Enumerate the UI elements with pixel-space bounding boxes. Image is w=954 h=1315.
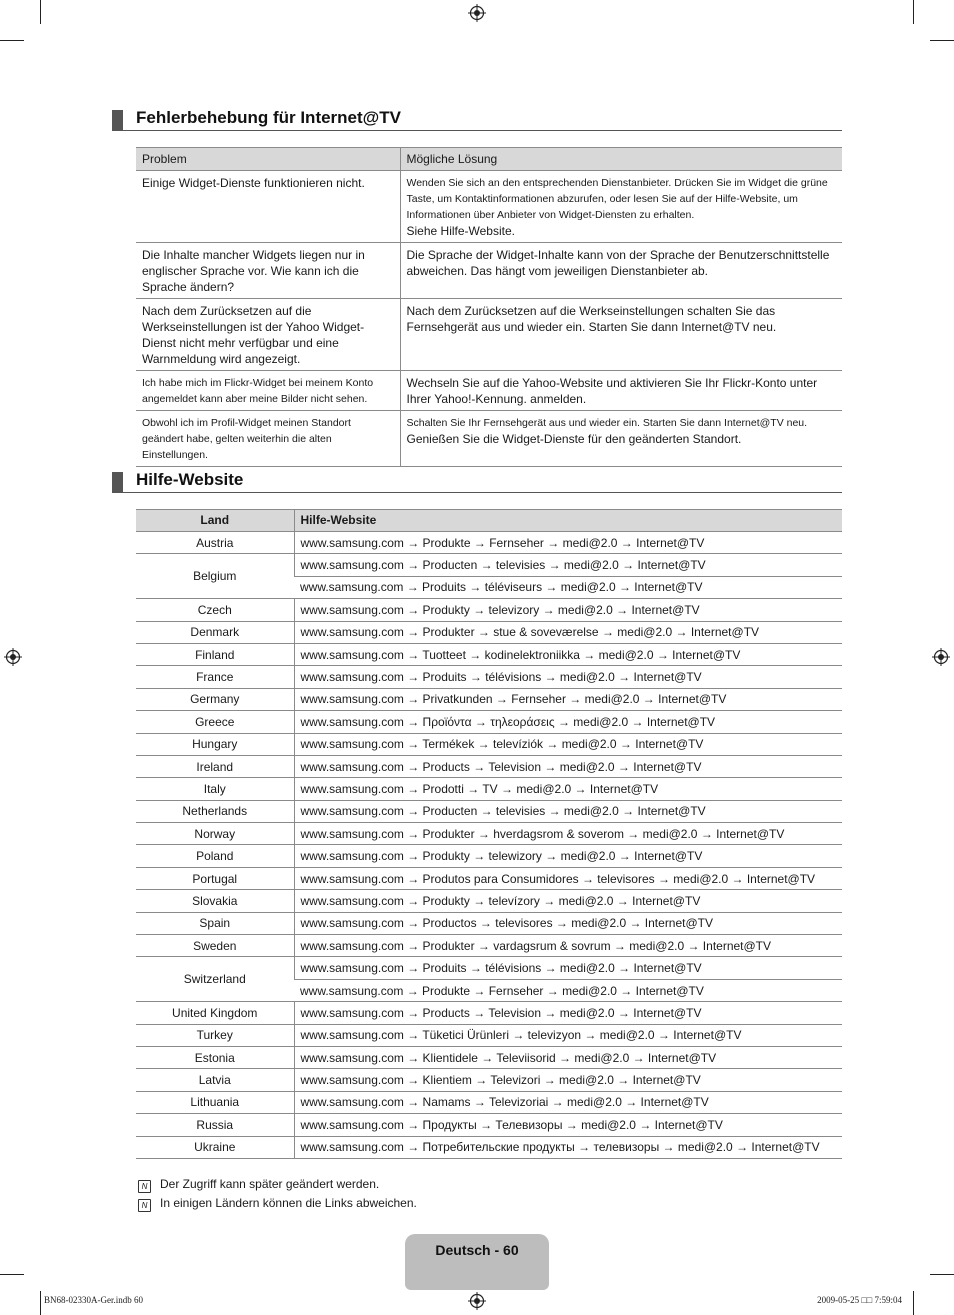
solution-text-small: Schalten Sie Ihr Fernsehgerät aus und wieder ein. Starten Sie dann Internet@TV neu. [406,417,808,429]
note [138,1177,379,1193]
table-row [136,755,842,777]
footer-file-info: BN68-02330A-Ger.indb 60 [44,1295,143,1305]
website-path-cell: www.samsung.com → Produits → télévisions → medi@2.0 → Internet@TV [294,666,842,688]
country-cell: Ireland [136,755,294,777]
country-cell: Latvia [136,1069,294,1091]
country-cell: Denmark [136,621,294,643]
crop-mark [930,40,954,41]
solution-cell: Wechseln Sie auf die Yahoo-Website und aktivieren Sie Ihr Flickr-Konto unter Ihrer Yahoo!-Kennung. anmelden. [400,371,842,411]
table-row [136,1136,842,1158]
note-icon: N [138,1180,151,1193]
table-row [136,1069,842,1091]
website-path-cell: www.samsung.com → Produtos para Consumidores → televisores → medi@2.0 → Internet@TV [294,867,842,889]
website-path-cell: www.samsung.com → Produkte → Fernseher → medi@2.0 → Internet@TV [294,532,842,554]
solution-cell: Nach dem Zurücksetzen auf die Werkseinstellungen schalten Sie das Fernsehgerät aus und wieder ein. Starten Sie dann Internet@TV neu. [400,299,842,371]
table-header-row [136,510,842,532]
website-path-cell: www.samsung.com → Produkter → vardagsrum & sovrum → medi@2.0 → Internet@TV [294,935,842,957]
website-path-cell: www.samsung.com → Tuotteet → kodinelektroniikka → medi@2.0 → Internet@TV [294,643,842,665]
table-row [136,299,842,371]
heading-bar [112,110,123,130]
crop-mark [913,0,914,24]
table-header-row [136,148,842,171]
website-path-cell: www.samsung.com → Producten → televisies → medi@2.0 → Internet@TV [294,554,842,576]
solution-text: Siehe Hilfe-Website. [406,224,515,238]
table-row [136,532,842,554]
website-path-cell: www.samsung.com → Продукты → Телевизоры → medi@2.0 → Internet@TV [294,1114,842,1136]
table-row [136,823,842,845]
table-row [136,711,842,733]
crop-mark [0,1274,24,1275]
section-title: Fehlerbehebung für Internet@TV [136,108,401,127]
website-path-cell: www.samsung.com → Klientiem → Televizori → medi@2.0 → Internet@TV [294,1069,842,1091]
website-path-cell: www.samsung.com → Produkty → telewizory → medi@2.0 → Internet@TV [294,845,842,867]
country-cell: Spain [136,912,294,934]
table-row [136,1002,842,1024]
table-row [136,778,842,800]
country-cell: Russia [136,1114,294,1136]
country-cell: Hungary [136,733,294,755]
problem-cell: Nach dem Zurücksetzen auf die Werkseinstellungen ist der Yahoo Widget-Dienst nicht mehr verfügbar und eine Warnmeldung wird angezeigt. [136,299,400,371]
country-cell: Austria [136,532,294,554]
country-cell: Switzerland [136,957,294,1002]
website-path-cell: www.samsung.com → Produkter → hverdagsrom & soverom → medi@2.0 → Internet@TV [294,823,842,845]
country-cell: Italy [136,778,294,800]
note [138,1196,417,1212]
crop-mark [930,1274,954,1275]
website-path-cell: www.samsung.com → Privatkunden → Fernseher → medi@2.0 → Internet@TV [294,688,842,710]
country-cell: Lithuania [136,1091,294,1113]
solution-cell [400,411,842,467]
section-heading-troubleshooting [112,110,842,131]
country-cell: Sweden [136,935,294,957]
problem-cell: Die Inhalte mancher Widgets liegen nur in englischer Sprache vor. Wie kann ich die Sprache ändern? [136,243,400,299]
website-path-cell: www.samsung.com → Produits → télévisions → medi@2.0 → Internet@TV [294,957,842,979]
website-path-cell: www.samsung.com → Productos → televisores → medi@2.0 → Internet@TV [294,912,842,934]
registration-mark-icon [468,1292,486,1310]
note-icon: N [138,1199,151,1212]
country-cell: Estonia [136,1046,294,1068]
table-row [136,621,842,643]
table-row [136,935,842,957]
table-row [136,957,842,979]
country-cell: Germany [136,688,294,710]
website-path-cell: www.samsung.com → Producten → televisies → medi@2.0 → Internet@TV [294,800,842,822]
website-path-cell: www.samsung.com → Προϊόντα → τηλεοράσεις → medi@2.0 → Internet@TV [294,711,842,733]
website-path-cell: www.samsung.com → Потребительские продукты → телевизоры → medi@2.0 → Internet@TV [294,1136,842,1158]
table-row [136,688,842,710]
table-row [136,171,842,243]
table-row [136,554,842,576]
country-cell: Turkey [136,1024,294,1046]
table-row [136,371,842,411]
table-row [136,867,842,889]
website-path-cell: www.samsung.com → Klientidele → Televiisorid → medi@2.0 → Internet@TV [294,1046,842,1068]
website-path-cell: www.samsung.com → Termékek → televíziók → medi@2.0 → Internet@TV [294,733,842,755]
problem-cell: Ich habe mich im Flickr-Widget bei meinem Konto angemeldet kann aber meine Bilder nicht sehen. [136,371,400,411]
header-problem: Problem [136,148,400,171]
country-cell: Ukraine [136,1136,294,1158]
solution-cell [400,171,842,243]
country-cell: Portugal [136,867,294,889]
header-solution: Mögliche Lösung [400,148,842,171]
table-row [136,1024,842,1046]
section-title: Hilfe-Website [136,470,244,489]
country-cell: Norway [136,823,294,845]
solution-text-small: Wenden Sie sich an den entsprechenden Dienstanbieter. Drücken Sie im Widget die grüne Taste, um Kontaktinformationen abzurufen, oder lesen Sie auf der Hilfe-Website, um Informationen über Anbieter von Widget-Diensten zu erhalten. [406,177,828,221]
solution-cell: Die Sprache der Widget-Inhalte kann von der Sprache der Benutzerschnittstelle abweichen. Das hängt vom jeweiligen Dienstanbieter ab. [400,243,842,299]
crop-mark [40,1291,41,1315]
table-row [136,1091,842,1113]
table-row [136,733,842,755]
website-path-cell: www.samsung.com → Produits → téléviseurs → medi@2.0 → Internet@TV [294,576,842,598]
table-row [136,666,842,688]
website-path-cell: www.samsung.com → Produkte → Fernseher → medi@2.0 → Internet@TV [294,979,842,1001]
country-cell: Czech [136,599,294,621]
country-cell: Belgium [136,554,294,599]
website-path-cell: www.samsung.com → Produkty → televizory → medi@2.0 → Internet@TV [294,599,842,621]
country-cell: Greece [136,711,294,733]
crop-mark [40,0,41,24]
country-cell: France [136,666,294,688]
note-text: Der Zugriff kann später geändert werden. [160,1177,380,1191]
country-cell: Netherlands [136,800,294,822]
website-path-cell: www.samsung.com → Produkter → stue & soveværelse → medi@2.0 → Internet@TV [294,621,842,643]
website-path-cell: www.samsung.com → Tüketici Ürünleri → televizyon → medi@2.0 → Internet@TV [294,1024,842,1046]
website-path-cell: www.samsung.com → Produkty → televízory → medi@2.0 → Internet@TV [294,890,842,912]
table-row [136,411,842,467]
footer-timestamp: 2009-05-25 □□ 7:59:04 [817,1295,902,1305]
website-path-cell: www.samsung.com → Products → Television → medi@2.0 → Internet@TV [294,755,842,777]
table-row [136,1046,842,1068]
country-cell: Finland [136,643,294,665]
website-path-cell: www.samsung.com → Namams → Televizoriai → medi@2.0 → Internet@TV [294,1091,842,1113]
problem-cell: Obwohl ich im Profil-Widget meinen Standort geändert habe, gelten weiterhin die alten Einstellungen. [136,411,400,467]
country-cell: United Kingdom [136,1002,294,1024]
table-row [136,243,842,299]
problem-cell: Einige Widget-Dienste funktionieren nicht. [136,171,400,243]
table-row [136,800,842,822]
solution-text: Genießen Sie die Widget-Dienste für den geänderten Standort. [406,432,742,446]
country-cell: Slovakia [136,890,294,912]
note-text: In einigen Ländern können die Links abweichen. [160,1196,417,1210]
header-country: Land [136,510,294,532]
website-path-cell: www.samsung.com → Prodotti → TV → medi@2.0 → Internet@TV [294,778,842,800]
heading-bar [112,472,123,492]
help-table-body [136,532,842,1159]
registration-mark-icon [468,4,486,22]
table-row [136,890,842,912]
page-label: Deutsch - 60 [435,1242,519,1258]
website-path-cell: www.samsung.com → Products → Television → medi@2.0 → Internet@TV [294,1002,842,1024]
header-website: Hilfe-Website [294,510,842,532]
crop-mark [913,1291,914,1315]
registration-mark-icon [932,648,950,666]
crop-mark [0,40,24,41]
page-number-tab [405,1234,549,1290]
table-row [136,599,842,621]
table-row [136,1114,842,1136]
section-heading-help-website [112,472,842,493]
table-row [136,912,842,934]
troubleshooting-table [136,147,842,467]
table-row [136,643,842,665]
help-website-table [136,509,842,1159]
registration-mark-icon [4,648,22,666]
country-cell: Poland [136,845,294,867]
table-row [136,845,842,867]
